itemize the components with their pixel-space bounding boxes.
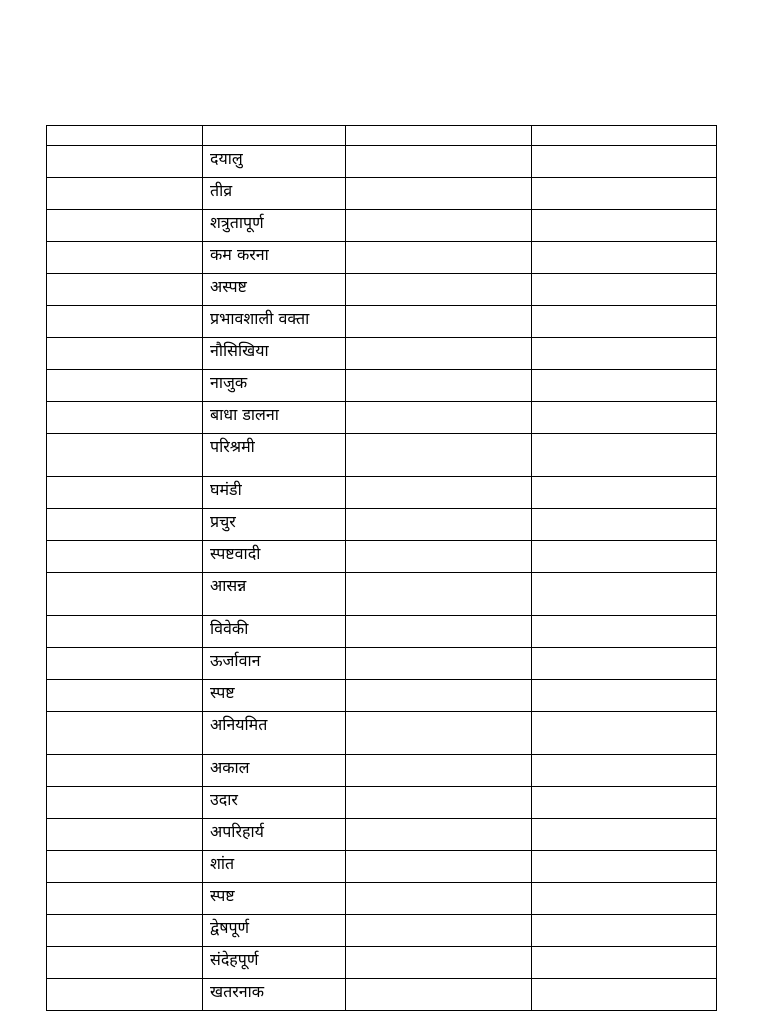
table-row [47, 210, 717, 242]
table-row [47, 979, 717, 1011]
answer-cell [346, 979, 532, 1011]
table-row [47, 883, 717, 915]
blank-cell [47, 402, 203, 434]
answer-cell [532, 509, 717, 541]
answer-cell [532, 573, 717, 616]
blank-cell [47, 477, 203, 509]
table-row [47, 616, 717, 648]
header-cell-1 [47, 126, 203, 146]
blank-cell [47, 915, 203, 947]
answer-cell [346, 338, 532, 370]
answer-cell [532, 210, 717, 242]
blank-cell [47, 146, 203, 178]
answer-cell [532, 402, 717, 434]
table-row [47, 178, 717, 210]
blank-cell [47, 947, 203, 979]
answer-cell [346, 883, 532, 915]
blank-cell [47, 680, 203, 712]
hindi-word-cell: कम करना [203, 242, 346, 274]
answer-cell [532, 338, 717, 370]
hindi-word-cell: स्पष्ट [203, 680, 346, 712]
hindi-word-cell: नाजुक [203, 370, 346, 402]
answer-cell [346, 915, 532, 947]
blank-cell [47, 819, 203, 851]
answer-cell [532, 178, 717, 210]
blank-cell [47, 541, 203, 573]
table-row [47, 712, 717, 755]
hindi-word-cell: प्रचुर [203, 509, 346, 541]
answer-cell [346, 851, 532, 883]
answer-cell [532, 648, 717, 680]
blank-cell [47, 274, 203, 306]
hindi-word-cell: दयालु [203, 146, 346, 178]
answer-cell [532, 370, 717, 402]
table-row [47, 477, 717, 509]
hindi-word-cell: खतरनाक [203, 979, 346, 1011]
table-row [47, 819, 717, 851]
blank-cell [47, 210, 203, 242]
answer-cell [346, 477, 532, 509]
table-row [47, 947, 717, 979]
answer-cell [346, 616, 532, 648]
answer-cell [346, 509, 532, 541]
answer-cell [346, 370, 532, 402]
answer-cell [346, 146, 532, 178]
word-table [46, 125, 717, 1011]
blank-cell [47, 712, 203, 755]
hindi-word-cell: घमंडी [203, 477, 346, 509]
answer-cell [346, 242, 532, 274]
table-row [47, 306, 717, 338]
table-row [47, 680, 717, 712]
blank-cell [47, 616, 203, 648]
answer-cell [532, 947, 717, 979]
answer-cell [532, 616, 717, 648]
table-row [47, 573, 717, 616]
hindi-word-cell: बाधा डालना [203, 402, 346, 434]
hindi-word-cell: संदेहपूर्ण [203, 947, 346, 979]
answer-cell [532, 819, 717, 851]
table-row [47, 402, 717, 434]
hindi-word-cell: अपरिहार्य [203, 819, 346, 851]
answer-cell [346, 178, 532, 210]
answer-cell [346, 787, 532, 819]
hindi-word-cell: अकाल [203, 755, 346, 787]
answer-cell [532, 541, 717, 573]
answer-cell [532, 915, 717, 947]
table-row [47, 434, 717, 477]
answer-cell [532, 306, 717, 338]
hindi-word-cell: उदार [203, 787, 346, 819]
blank-cell [47, 851, 203, 883]
hindi-word-cell: शत्रुतापूर्ण [203, 210, 346, 242]
table-row [47, 274, 717, 306]
hindi-word-cell: अनियमित [203, 712, 346, 755]
hindi-word-cell: तीव्र [203, 178, 346, 210]
hindi-word-cell: स्पष्टवादी [203, 541, 346, 573]
answer-cell [346, 402, 532, 434]
table-header-row [47, 126, 717, 146]
answer-cell [346, 680, 532, 712]
table-row [47, 146, 717, 178]
table-row [47, 915, 717, 947]
hindi-word-cell: प्रभावशाली वक्ता [203, 306, 346, 338]
blank-cell [47, 509, 203, 541]
table-row [47, 541, 717, 573]
answer-cell [346, 573, 532, 616]
blank-cell [47, 370, 203, 402]
table-row [47, 242, 717, 274]
hindi-word-cell: विवेकी [203, 616, 346, 648]
blank-cell [47, 648, 203, 680]
answer-cell [346, 819, 532, 851]
answer-cell [532, 274, 717, 306]
blank-cell [47, 306, 203, 338]
table-row [47, 370, 717, 402]
blank-cell [47, 755, 203, 787]
answer-cell [532, 680, 717, 712]
table-row [47, 509, 717, 541]
table-row [47, 338, 717, 370]
hindi-word-cell: अस्पष्ट [203, 274, 346, 306]
blank-cell [47, 979, 203, 1011]
answer-cell [532, 883, 717, 915]
hindi-word-cell: शांत [203, 851, 346, 883]
answer-cell [532, 477, 717, 509]
blank-cell [47, 883, 203, 915]
answer-cell [346, 947, 532, 979]
blank-cell [47, 573, 203, 616]
blank-cell [47, 242, 203, 274]
hindi-word-cell: परिश्रमी [203, 434, 346, 477]
hindi-word-cell: आसन्न [203, 573, 346, 616]
answer-cell [346, 712, 532, 755]
table-row [47, 851, 717, 883]
hindi-word-cell: स्पष्ट [203, 883, 346, 915]
answer-cell [346, 434, 532, 477]
blank-cell [47, 787, 203, 819]
hindi-word-cell: ऊर्जावान [203, 648, 346, 680]
hindi-word-cell: द्वेषपूर्ण [203, 915, 346, 947]
answer-cell [346, 541, 532, 573]
answer-cell [532, 755, 717, 787]
table-body [47, 126, 717, 1011]
answer-cell [346, 210, 532, 242]
answer-cell [532, 434, 717, 477]
answer-cell [532, 979, 717, 1011]
header-cell-2 [203, 126, 346, 146]
blank-cell [47, 338, 203, 370]
answer-cell [346, 755, 532, 787]
answer-cell [532, 851, 717, 883]
table-row [47, 755, 717, 787]
blank-cell [47, 178, 203, 210]
answer-cell [532, 242, 717, 274]
answer-cell [346, 274, 532, 306]
answer-cell [532, 146, 717, 178]
answer-cell [346, 648, 532, 680]
header-cell-4 [532, 126, 717, 146]
answer-cell [532, 712, 717, 755]
hindi-word-cell: नौसिखिया [203, 338, 346, 370]
blank-cell [47, 434, 203, 477]
answer-cell [532, 787, 717, 819]
answer-cell [346, 306, 532, 338]
table-row [47, 648, 717, 680]
header-cell-3 [346, 126, 532, 146]
table-row [47, 787, 717, 819]
